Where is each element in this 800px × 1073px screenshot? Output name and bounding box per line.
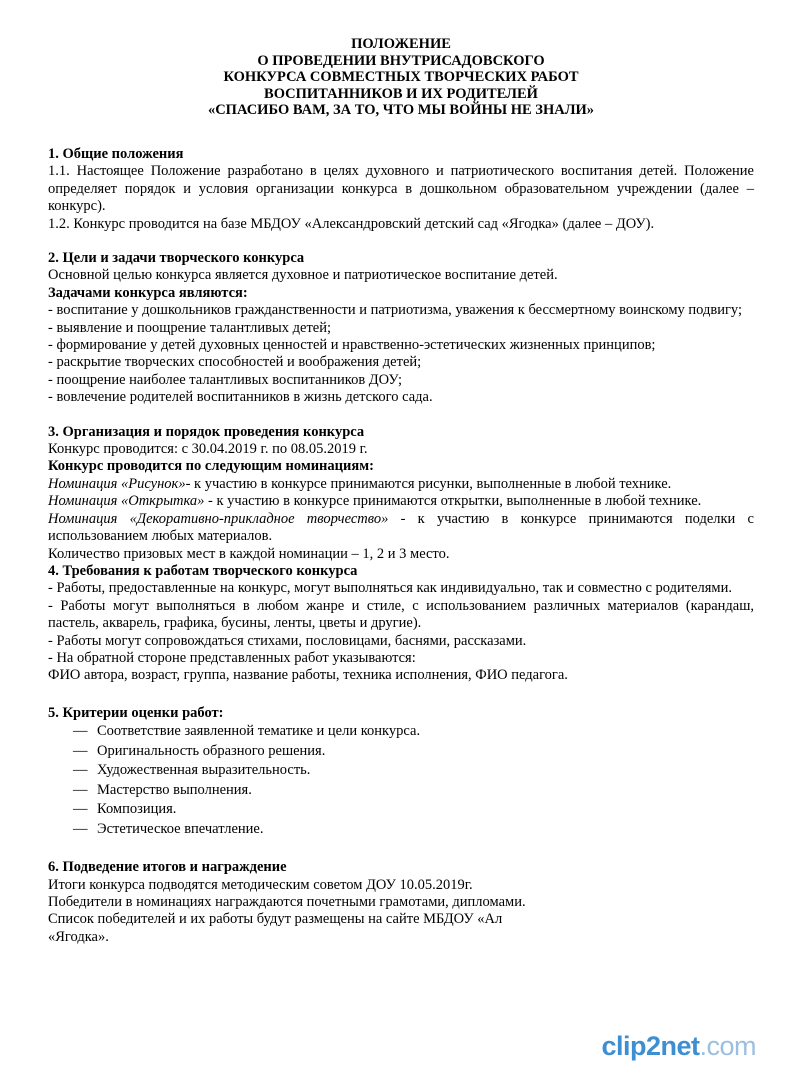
list-item: — Соответствие заявленной тематике и цели конкурса. <box>73 722 754 742</box>
section-1-heading: 1. Общие положения <box>48 145 184 162</box>
list-item: ФИО автора, возраст, группа, название работы, техника исполнения, ФИО педагога. <box>48 667 568 684</box>
section-6-heading: 6. Подведение итогов и награждение <box>48 859 287 876</box>
list-item: - формирование у детей духовных ценностей и нравственно-эстетических жизненных принципов; <box>48 337 656 354</box>
section-1-paragraph-2: 1.2. Конкурс проводится на базе МБДОУ «Александровский детский сад «Ягодка» (далее – ДОУ). <box>48 215 655 232</box>
section-2-goal: Основной целью конкурса является духовное и патриотическое воспитание детей. <box>48 267 558 284</box>
list-item: — Мастерство выполнения. <box>73 781 754 801</box>
list-item: - Работы могут сопровождаться стихами, пословицами, баснями, рассказами. <box>48 632 527 649</box>
section-4-heading: 4. Требования к работам творческого конкурса <box>48 562 358 579</box>
list-item: — Художественная выразительность. <box>73 761 754 781</box>
section-6-line: «Ягодка». <box>48 928 109 945</box>
section-5-heading: 5. Критерии оценки работ: <box>48 704 224 721</box>
list-item: - вовлечение родителей воспитанников в жизнь детского сада. <box>48 389 433 406</box>
dash-bullet: — <box>73 742 88 759</box>
nomination-name: Номинация «Декоративно-прикладное творчество» <box>48 510 389 527</box>
section-3-dates: Конкурс проводится: с 30.04.2019 г. по 08.05.2019 г. <box>48 441 368 458</box>
list-item: - Работы могут выполняться в любом жанре и стиле, с использованием различных материалов (карандаш, пастель, акварель, графика, бусины, ленты, цветы и другие). <box>48 597 754 632</box>
section-6-line: Итоги конкурса подводятся методическим советом ДОУ 10.05.2019г. <box>48 876 473 893</box>
nomination-name: Номинация «Рисунок» <box>48 475 186 492</box>
section-3-nominations-heading: Конкурс проводится по следующим номинациям: <box>48 458 374 475</box>
title-line: ПОЛОЖЕНИЕ <box>351 36 451 52</box>
section-6-line: Победители в номинациях награждаются почетными грамотами, дипломами. <box>48 893 526 910</box>
section-2-heading: 2. Цели и задачи творческого конкурса <box>48 250 305 266</box>
list-item: - Работы, предоставленные на конкурс, могут выполняться как индивидуально, так и совместно с родителями. <box>48 580 732 597</box>
dash-bullet: — <box>73 820 88 837</box>
section-3-heading: 3. Организация и порядок проведения конкурса <box>48 423 365 440</box>
nomination-text: - к участию в конкурсе принимаются рисунки, выполненные в любой технике. <box>185 475 672 492</box>
nomination-text: - к участию в конкурсе принимаются поделки с использованием любых материалов. <box>48 510 754 545</box>
nomination-item <box>48 511 754 546</box>
list-item: - поощрение наиболее талантливых воспитанников ДОУ; <box>48 371 403 388</box>
document-title <box>48 36 754 119</box>
title-line: О ПРОВЕДЕНИИ ВНУТРИСАДОВСКОГО <box>257 52 545 69</box>
title-line: КОНКУРСА СОВМЕСТНЫХ ТВОРЧЕСКИХ РАБОТ <box>223 69 579 86</box>
clip2net-watermark-logo: clip2net.com <box>595 1036 760 1057</box>
section-3-prizes: Количество призовых мест в каждой номинации – 1, 2 и 3 место. <box>48 545 450 562</box>
section-1-paragraph-1: 1.1. Настоящее Положение разработано в целях духовного и патриотического воспитания детей. Положение определяет порядок и условия организации конкурса в дошкольном образовательном учреждении (далее – конкурс). <box>48 163 754 215</box>
title-line: «СПАСИБО ВАМ, ЗА ТО, ЧТО МЫ ВОЙНЫ НЕ ЗНАЛИ» <box>207 102 595 119</box>
dash-bullet: — <box>73 801 88 818</box>
dash-bullet: — <box>73 762 88 779</box>
list-item: - На обратной стороне представленных работ указываются: <box>48 649 416 666</box>
nomination-name: Номинация «Открытка» <box>48 493 205 510</box>
section-2-tasks-heading: Задачами конкурса являются: <box>48 284 248 301</box>
list-item: - раскрытие творческих способностей и воображения детей; <box>48 354 422 371</box>
list-item: — Эстетическое впечатление. <box>73 820 754 840</box>
title-line: ВОСПИТАННИКОВ И ИХ РОДИТЕЛЕЙ <box>264 85 538 102</box>
document-page <box>48 36 754 946</box>
nomination-item <box>48 476 754 493</box>
section-6-line: Список победителей и их работы будут размещены на сайте МБДОУ «Ал <box>48 911 503 928</box>
list-item: — Композиция. <box>73 800 754 820</box>
dash-bullet: — <box>73 781 88 798</box>
nomination-item <box>48 493 754 510</box>
list-item: - воспитание у дошкольников гражданственности и патриотизма, уважения к бессмертному воинскому подвигу; <box>48 302 743 319</box>
dash-bullet: — <box>73 723 88 740</box>
nomination-text: - к участию в конкурсе принимаются открытки, выполненные в любой технике. <box>204 493 702 510</box>
criteria-list <box>48 722 754 839</box>
list-item: — Оригинальность образного решения. <box>73 742 754 762</box>
list-item: - выявление и поощрение талантливых детей; <box>48 319 332 336</box>
